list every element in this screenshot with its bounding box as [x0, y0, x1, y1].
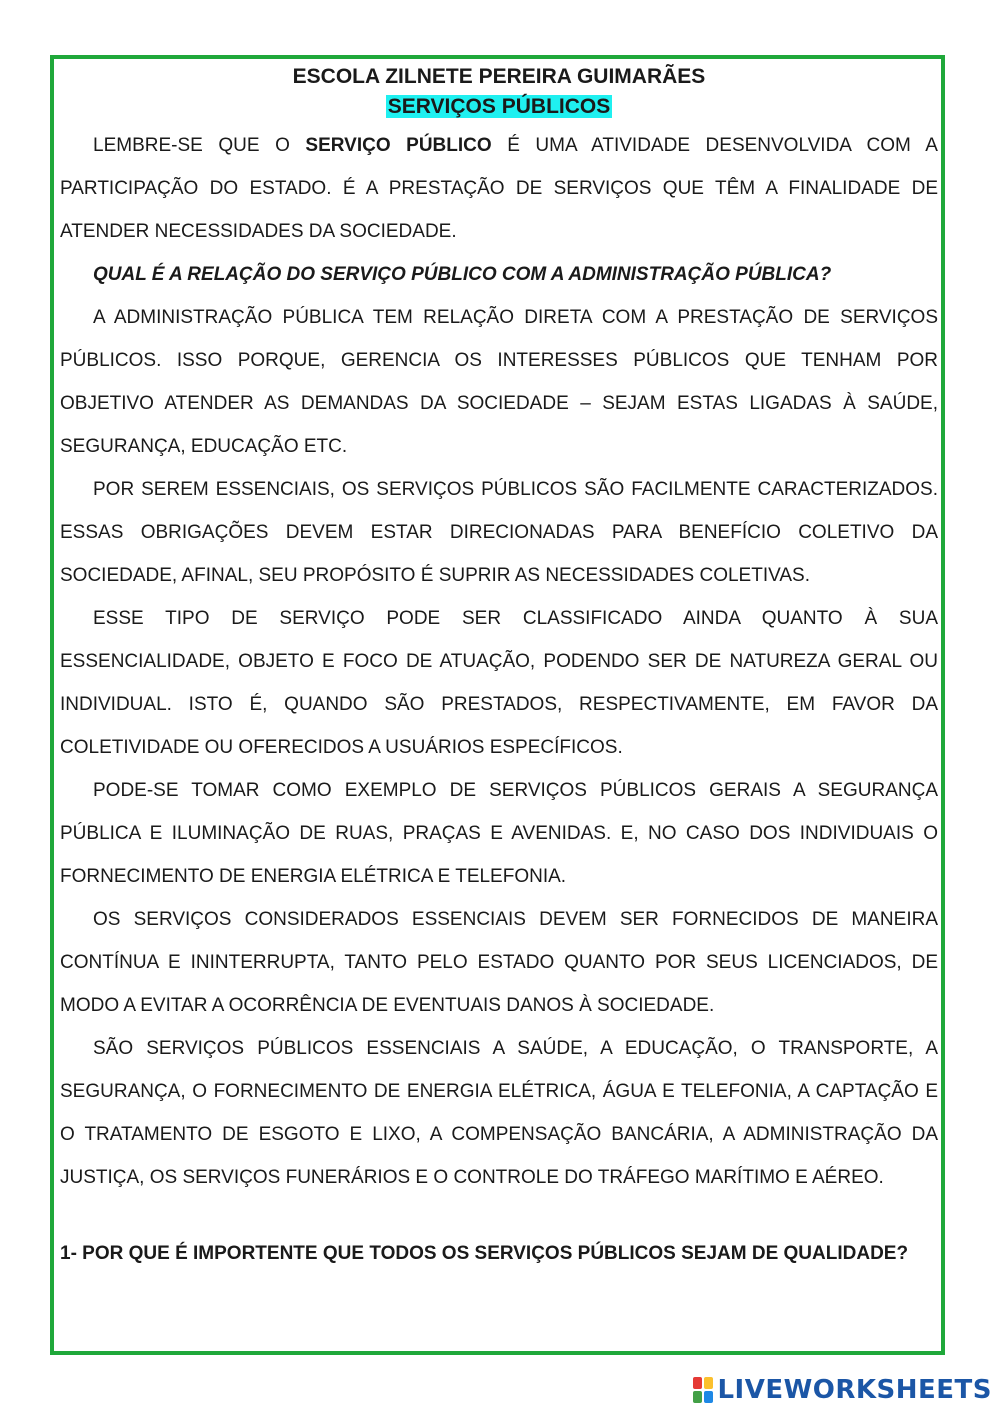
- exercise-question-1: 1- POR QUE É IMPORTENTE QUE TODOS OS SERVIÇOS PÚBLICOS SEJAM DE QUALIDADE?: [60, 1243, 909, 1264]
- liveworksheets-logo[interactable]: [693, 1375, 992, 1405]
- subtitle-line: [60, 92, 938, 124]
- worksheet-title: SERVIÇOS PÚBLICOS: [387, 95, 611, 118]
- liveworksheets-logo-icon: [693, 1377, 713, 1403]
- paragraph-4: PODE-SE TOMAR COMO EXEMPLO DE SERVIÇOS PÚBLICOS GERAIS A SEGURANÇA PÚBLICA E ILUMINAÇÃO DE RUAS, PRAÇAS E AVENIDAS. E, NO CASO DOS INDIVIDUAIS O FORNECIMENTO DE ENERGIA ELÉTRICA E TELEFONIA.: [60, 780, 938, 887]
- paragraph-2: POR SEREM ESSENCIAIS, OS SERVIÇOS PÚBLICOS SÃO FACILMENTE CARACTERIZADOS. ESSAS OBRIGAÇÕES DEVEM ESTAR DIRECIONADAS PARA BENEFÍCIO COLETIVO DA SOCIEDADE, AFINAL, SEU PROPÓSITO É SUPRIR AS NECESSIDADES COLETIVAS.: [60, 479, 938, 586]
- intro-bold-term: SERVIÇO PÚBLICO: [305, 135, 492, 156]
- brand-name: LIVEWORKSHEETS: [717, 1375, 992, 1405]
- paragraph-3: ESSE TIPO DE SERVIÇO PODE SER CLASSIFICADO AINDA QUANTO À SUA ESSENCIALIDADE, OBJETO E FOCO DE ATUAÇÃO, PODENDO SER DE NATUREZA GERAL OU INDIVIDUAL. ISTO É, QUANDO SÃO PRESTADOS, RESPECTIVAMENTE, EM FAVOR DA COLETIVIDADE OU OFERECIDOS A USUÁRIOS ESPECÍFICOS.: [60, 608, 938, 758]
- intro-paragraph: [60, 124, 938, 253]
- intro-text-start: LEMBRE-SE QUE O: [93, 135, 306, 156]
- intro-text-end: É UMA ATIVIDADE DESENVOLVIDA COM A PARTICIPAÇÃO DO ESTADO. É A PRESTAÇÃO DE SERVIÇOS QUE TÊM A FINALIDADE DE ATENDER NECESSIDADES DA SOCIEDADE.: [60, 135, 938, 242]
- school-name: ESCOLA ZILNETE PEREIRA GUIMARÃES: [292, 65, 706, 88]
- section-question: QUAL É A RELAÇÃO DO SERVIÇO PÚBLICO COM A ADMINISTRAÇÃO PÚBLICA?: [93, 264, 832, 285]
- paragraph-5: OS SERVIÇOS CONSIDERADOS ESSENCIAIS DEVEM SER FORNECIDOS DE MANEIRA CONTÍNUA E ININTERRUPTA, TANTO PELO ESTADO QUANTO POR SEUS LICENCIADOS, DE MODO A EVITAR A OCORRÊNCIA DE EVENTUAIS DANOS À SOCIEDADE.: [60, 909, 938, 1016]
- paragraph-6: SÃO SERVIÇOS PÚBLICOS ESSENCIAIS A SAÚDE, A EDUCAÇÃO, O TRANSPORTE, A SEGURANÇA, O FORNECIMENTO DE ENERGIA ELÉTRICA, ÁGUA E TELEFONIA, A CAPTAÇÃO E O TRATAMENTO DE ESGOTO E LIXO, A COMPENSAÇÃO BANCÁRIA, A ADMINISTRAÇÃO DA JUSTIÇA, OS SERVIÇOS FUNERÁRIOS E O CONTROLE DO TRÁFEGO MARÍTIMO E AÉREO.: [60, 1038, 938, 1188]
- worksheet-content: [60, 62, 938, 1275]
- paragraph-1: A ADMINISTRAÇÃO PÚBLICA TEM RELAÇÃO DIRETA COM A PRESTAÇÃO DE SERVIÇOS PÚBLICOS. ISSO PORQUE, GERENCIA OS INTERESSES PÚBLICOS QUE TENHAM POR OBJETIVO ATENDER AS DEMANDAS DA SOCIEDADE – SEJAM ESTAS LIGADAS À SAÚDE, SEGURANÇA, EDUCAÇÃO ETC.: [60, 307, 938, 457]
